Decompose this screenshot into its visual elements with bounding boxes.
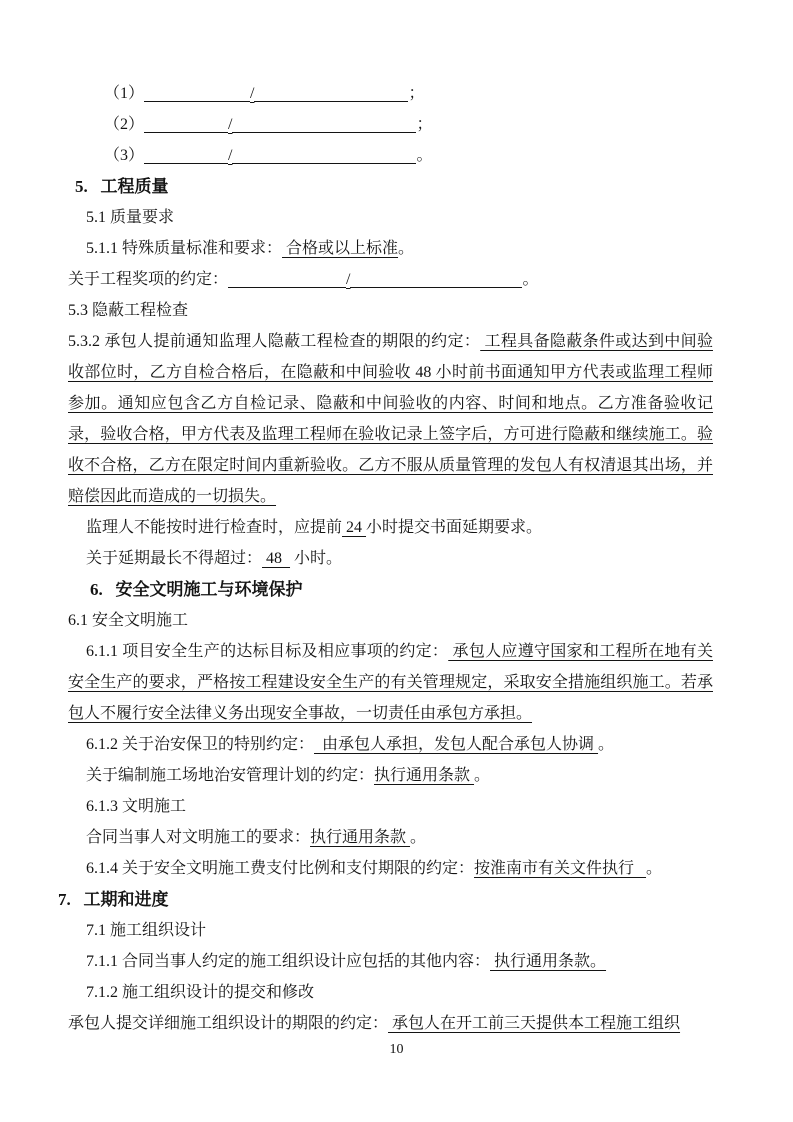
paragraph xyxy=(68,326,713,512)
text-run: 6.1.4 关于安全文明施工费支付比例和支付期限的约定： xyxy=(86,860,475,877)
blank-underline xyxy=(144,162,228,164)
list-item xyxy=(104,78,793,109)
text-run: 7.1.2 施工组织设计的提交和修改 xyxy=(86,984,315,1001)
text-run: 。 xyxy=(522,271,539,288)
filled-in-text: 合格或以上标准 xyxy=(282,240,399,257)
paragraph xyxy=(86,853,793,884)
paragraph xyxy=(86,233,793,264)
section-heading xyxy=(90,574,793,605)
text-run: 承包人提交详细施工组织设计的期限的约定： xyxy=(68,1015,389,1032)
text-run: 关于工程奖项的约定： xyxy=(68,271,229,288)
filled-in-text: 按淮南市有关文件执行 xyxy=(474,860,647,877)
paragraph xyxy=(68,295,793,326)
text-run: 7.1 施工组织设计 xyxy=(86,922,207,939)
filled-in-text: / xyxy=(346,271,351,288)
text-run: 小时提交书面延期要求。 xyxy=(366,519,543,536)
text-run: 。 xyxy=(598,736,615,753)
paragraph xyxy=(68,636,713,729)
blank-underline xyxy=(350,286,522,288)
filled-in-text: 24 xyxy=(342,519,367,536)
filled-in-text: 工程具备隐蔽条件或达到中间验收部位时，乙方自检合格后，在隐蔽和中间验收 48 小时前书面通知甲方代表或监理工程师参加。通知应包含乙方自检记录、隐蔽和中间验收的内容、时间和地点。乙方准备验收记录，验收合格，甲方代表及监理工程师在验收记录上签字后，方可进行隐蔽和继续施工。验收不合格，乙方在限定时间内重新验收。乙方不服从质量管理的发包人有权清退其出场，并赔偿因此而造成的一切损失。 xyxy=(68,333,713,505)
text-run: ； xyxy=(416,116,433,133)
paragraph xyxy=(86,977,793,1008)
blank-underline xyxy=(232,131,416,133)
section-heading xyxy=(75,171,793,202)
text-run: 5.3 隐蔽工程检查 xyxy=(68,302,189,319)
text-run: 。 xyxy=(474,767,491,784)
text-run: 6.1.2 关于治安保卫的特别约定： xyxy=(86,736,315,753)
text-run: 关于延期最长不得超过： xyxy=(86,550,263,567)
section-heading xyxy=(58,884,793,915)
text-run: 5.3.2 承包人提前通知监理人隐蔽工程检查的期限的约定： xyxy=(68,333,481,350)
filled-in-text: / xyxy=(228,147,233,164)
filled-in-text: 执行通用条款 xyxy=(374,767,475,784)
text-run: 。 xyxy=(410,829,427,846)
paragraph xyxy=(86,729,793,760)
text-run: 6.1 安全文明施工 xyxy=(68,612,189,629)
blank-underline xyxy=(144,131,228,133)
paragraph xyxy=(86,946,793,977)
paragraph xyxy=(68,264,793,295)
text-run: 6.1.1 项目安全生产的达标目标及相应事项的约定： xyxy=(86,643,449,660)
filled-in-text: 由承包人承担，发包人配合承包人协调 xyxy=(314,736,599,753)
text-run: 7.1.1 合同当事人约定的施工组织设计应包括的其他内容： xyxy=(86,953,491,970)
page-number: 10 xyxy=(389,1042,404,1057)
text-run: 小时。 xyxy=(290,550,343,567)
text-run: 7. 工期和进度 xyxy=(58,890,169,909)
paragraph xyxy=(86,512,793,543)
filled-in-text: / xyxy=(250,85,255,102)
text-run: 5. 工程质量 xyxy=(75,177,169,196)
text-run: ； xyxy=(408,85,425,102)
text-run: 关于编制施工场地治安管理计划的约定： xyxy=(86,767,375,784)
paragraph xyxy=(86,822,793,853)
text-run: 。 xyxy=(646,860,663,877)
text-run: （3） xyxy=(104,147,145,164)
text-run: 。 xyxy=(416,147,433,164)
blank-underline xyxy=(232,162,416,164)
blank-underline xyxy=(228,286,346,288)
text-run: 。 xyxy=(398,240,415,257)
filled-in-text: 承包人应遵守国家和工程所在地有关安全生产的要求，严格按工程建设安全生产的有关管理规定，采取安全措施组织施工。若承包人不履行安全法律义务出现安全事故，一切责任由承包方承担。 xyxy=(68,643,713,722)
list-item xyxy=(104,140,793,171)
list-item xyxy=(104,109,793,140)
text-run: 合同当事人对文明施工的要求： xyxy=(86,829,311,846)
text-run: 6. 安全文明施工与环境保护 xyxy=(90,580,303,599)
filled-in-text: 48 xyxy=(262,550,291,567)
text-run: 5.1 质量要求 xyxy=(86,209,175,226)
paragraph xyxy=(86,202,793,233)
text-run: 6.1.3 文明施工 xyxy=(86,798,187,815)
paragraph xyxy=(68,1008,713,1039)
filled-in-text: 执行通用条款。 xyxy=(490,953,607,970)
filled-in-text: / xyxy=(228,116,233,133)
paragraph xyxy=(86,760,793,791)
text-run: （1） xyxy=(104,85,145,102)
blank-underline xyxy=(254,100,408,102)
text-run: 监理人不能按时进行检查时，应提前 xyxy=(86,519,343,536)
filled-in-text: 执行通用条款 xyxy=(310,829,411,846)
paragraph xyxy=(68,605,793,636)
blank-underline xyxy=(144,100,250,102)
text-run: （2） xyxy=(104,116,145,133)
filled-in-text: 承包人在开工前三天提供本工程施工组织 xyxy=(388,1015,681,1032)
paragraph xyxy=(86,915,793,946)
paragraph xyxy=(86,543,793,574)
text-run: 5.1.1 特殊质量标准和要求： xyxy=(86,240,283,257)
paragraph xyxy=(86,791,793,822)
